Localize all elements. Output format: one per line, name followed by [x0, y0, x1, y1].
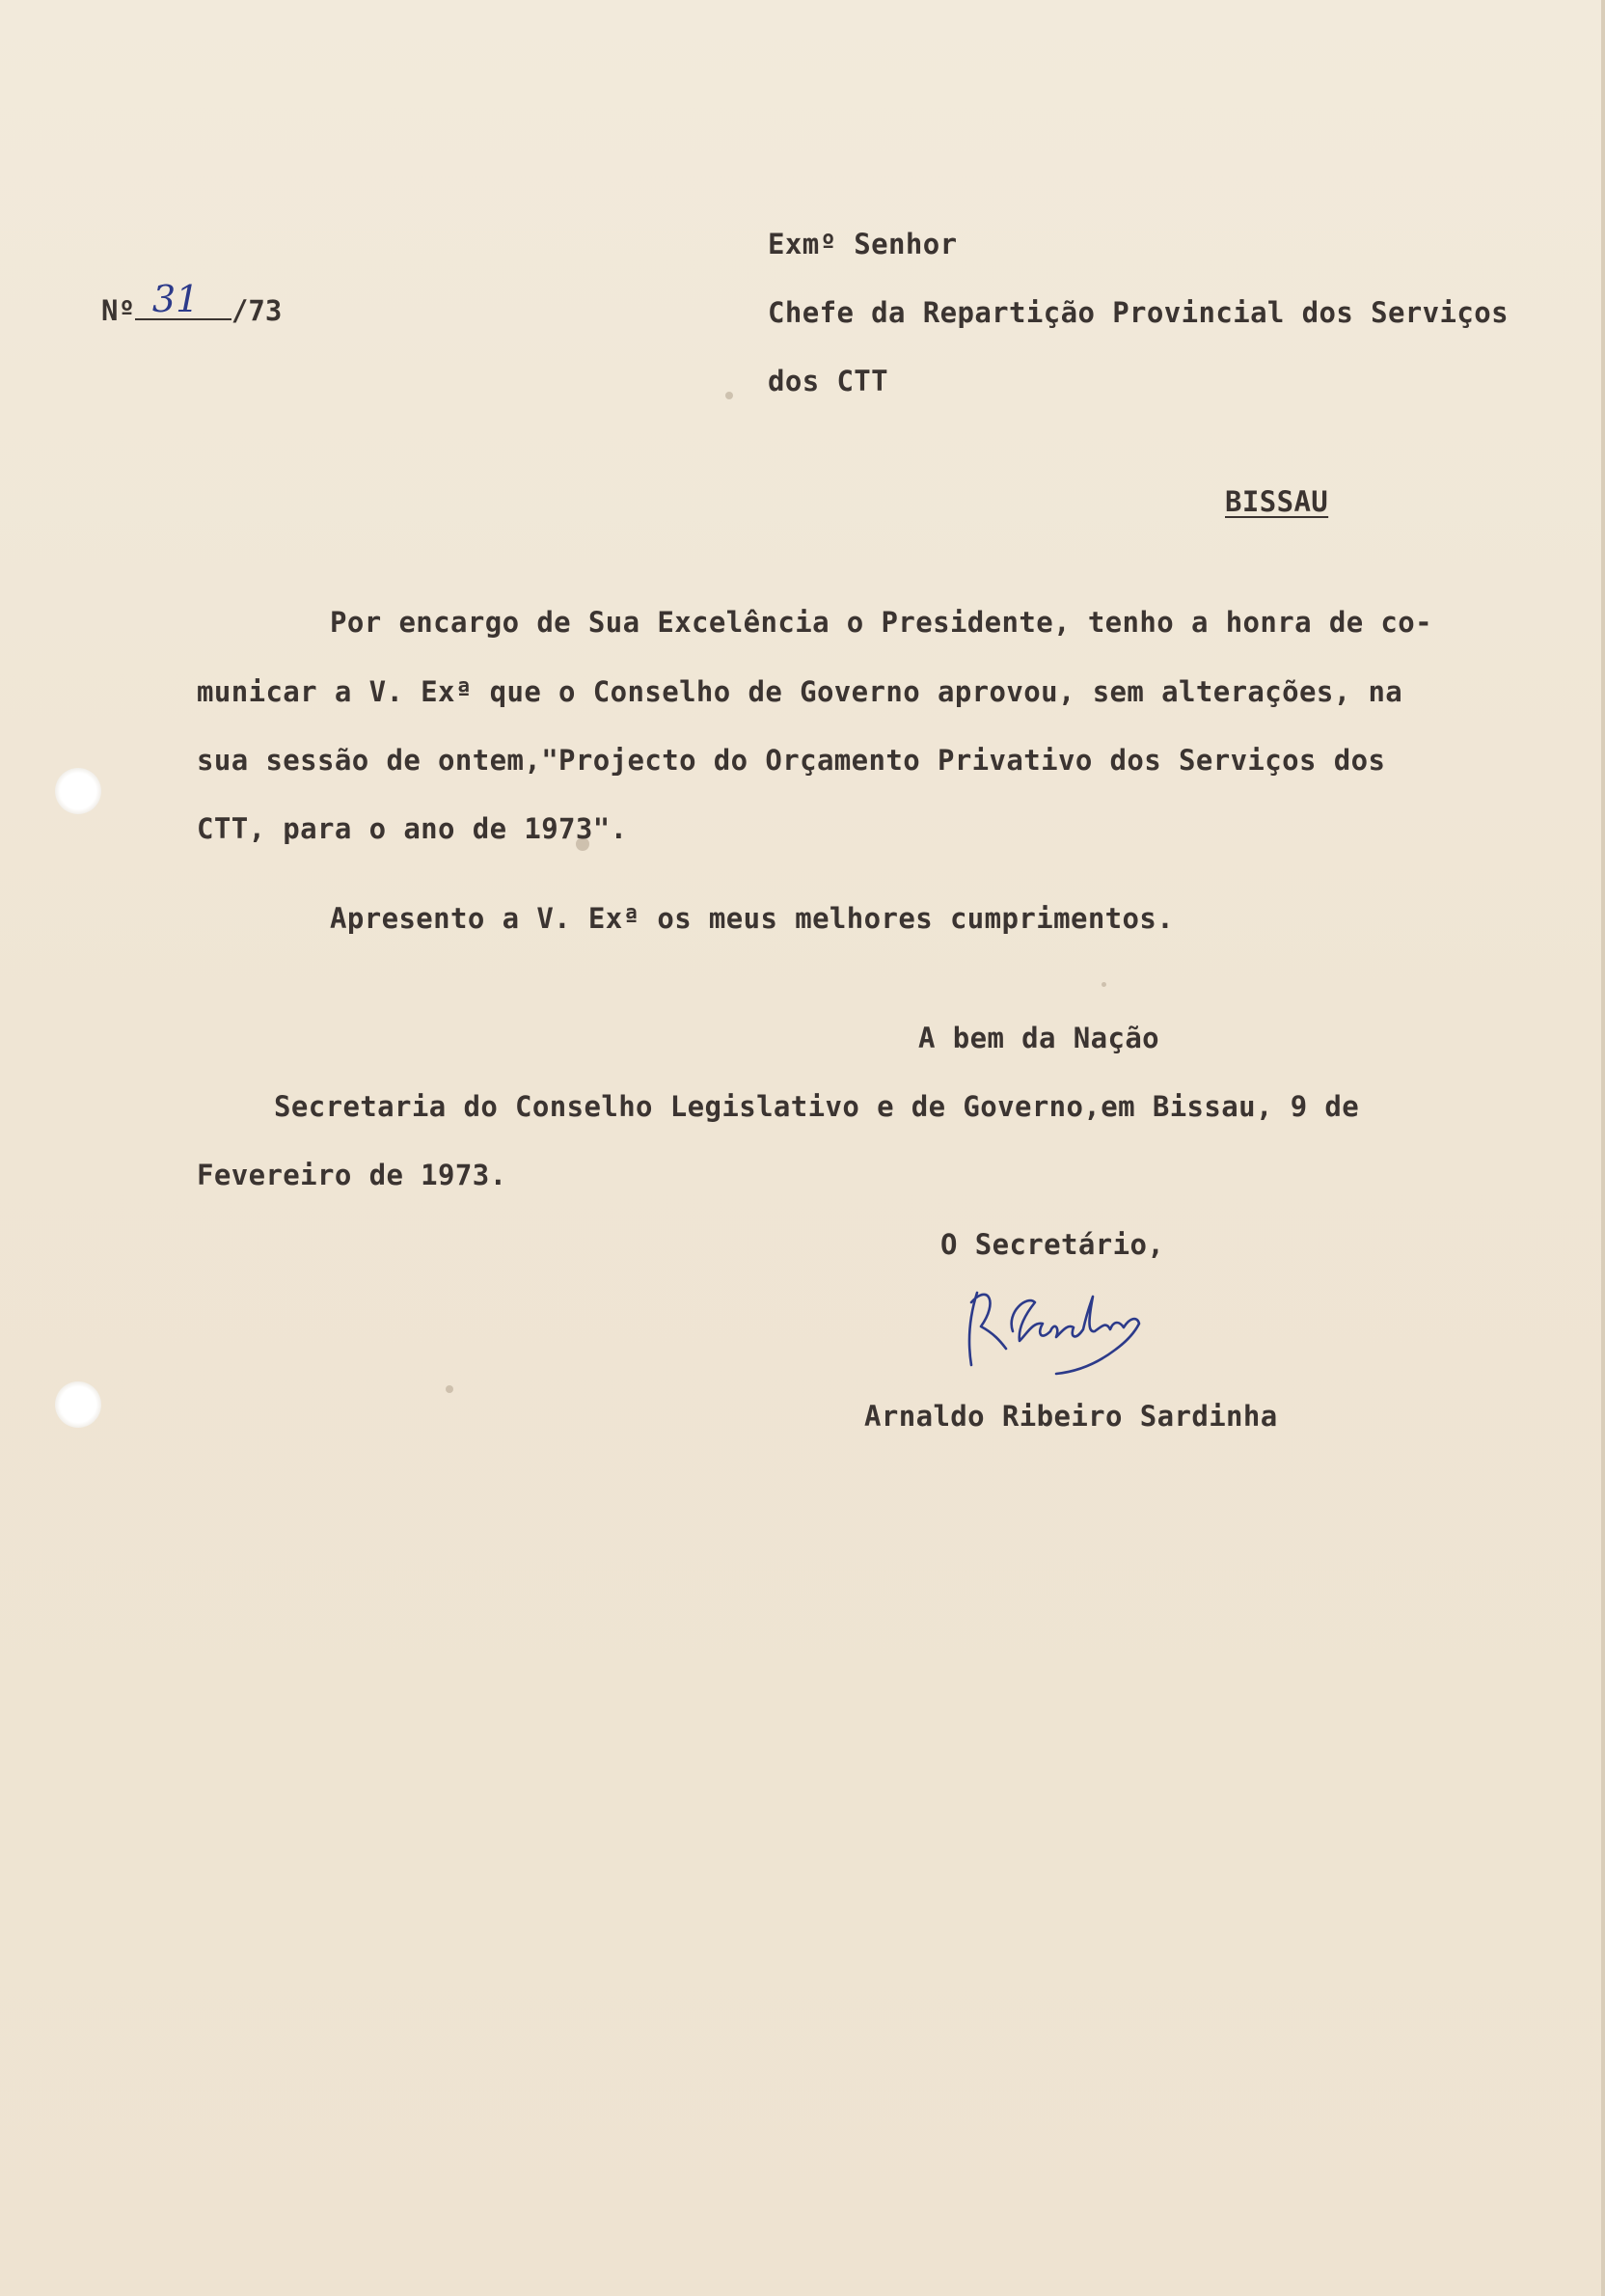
signer-role: O Secretário,: [940, 1228, 1165, 1261]
place-date-line-1: Secretaria do Conselho Legislativo e de Governo,em Bissau, 9 de: [274, 1090, 1360, 1123]
closing-motto: A bem da Nação: [918, 1022, 1160, 1054]
body-line-4: CTT, para o ano de 1973".: [197, 812, 628, 845]
reference-year: /73: [231, 294, 283, 327]
place-date-line-2: Fevereiro de 1973.: [197, 1159, 507, 1191]
signer-name: Arnaldo Ribeiro Sardinha: [864, 1400, 1278, 1433]
punch-hole-bottom: [55, 1381, 101, 1428]
reference-blank: [135, 278, 231, 320]
reference-prefix: Nº: [101, 294, 135, 327]
page-edge: [1601, 0, 1605, 2296]
recipient-line-1: Chefe da Repartição Provincial dos Serviços: [768, 296, 1509, 329]
city: BISSAU: [1225, 485, 1329, 518]
body-line-2: municar a V. Exª que o Conselho de Governo aprovou, sem alterações, na: [197, 675, 1403, 708]
body-line-3: sua sessão de ontem,"Projecto do Orçamento Privativo dos Serviços dos: [197, 744, 1386, 777]
signature: [960, 1273, 1182, 1380]
recipient-line-2: dos CTT: [768, 365, 889, 397]
body-paragraph-2: Apresento a V. Exª os meus melhores cumprimentos.: [330, 902, 1175, 935]
body-line-1: Por encargo de Sua Excelência o Presidente, tenho a honra de co-: [330, 606, 1433, 639]
paper-speck: [446, 1385, 453, 1393]
salutation: Exmº Senhor: [768, 228, 958, 260]
handwritten-number: 31: [151, 278, 200, 320]
paper-speck: [1102, 982, 1106, 987]
paper-speck: [725, 392, 733, 399]
reference-number: [101, 278, 283, 327]
punch-hole-top: [55, 768, 101, 814]
